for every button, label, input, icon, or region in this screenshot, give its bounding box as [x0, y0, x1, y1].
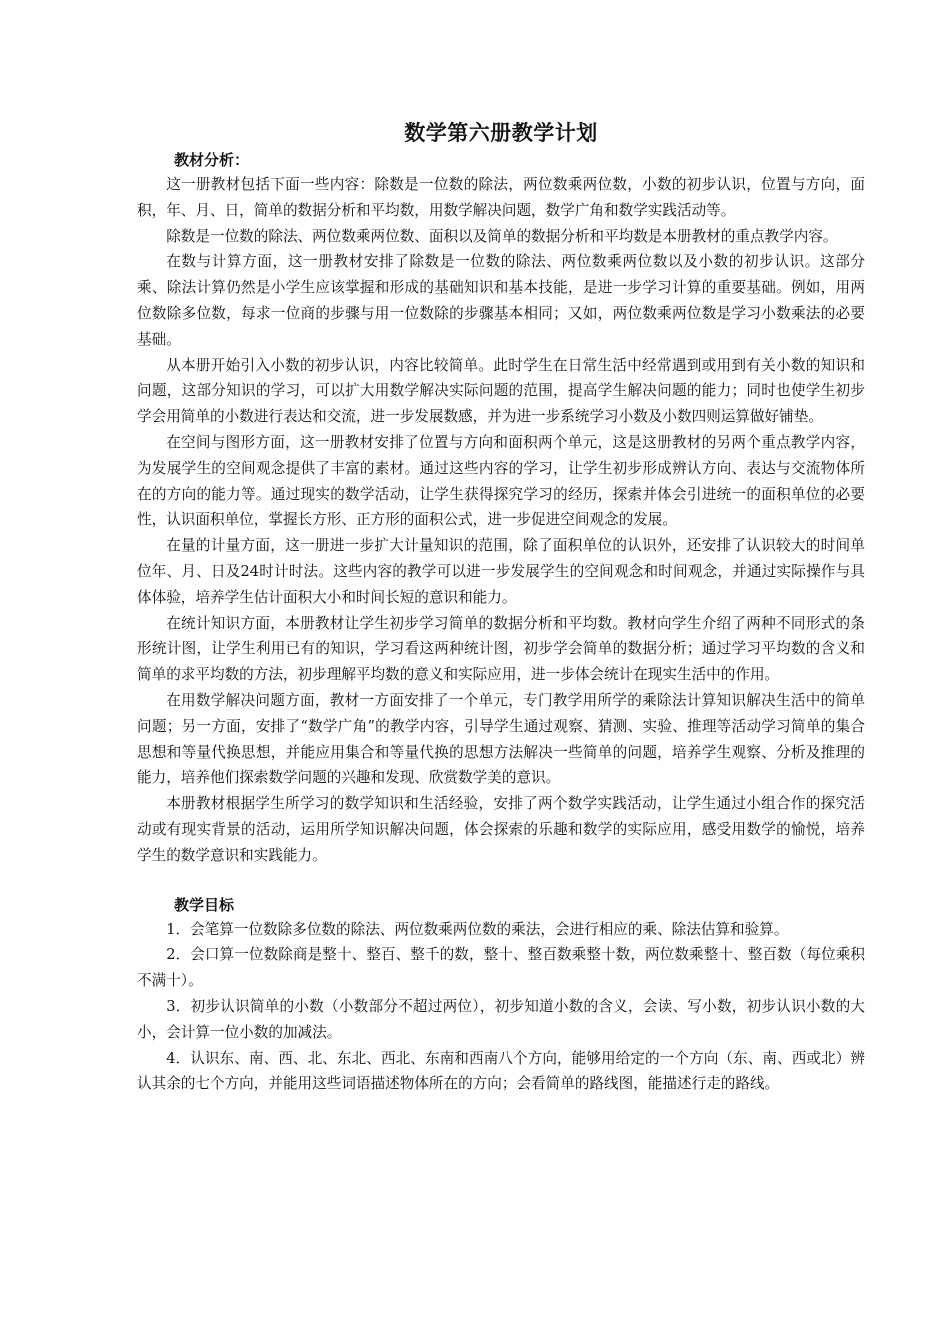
goal-item: 3．初步认识简单的小数（小数部分不超过两位），初步知道小数的含义，会读、写小数，初步认识小数的大小，会计算一位小数的加减法。 [137, 997, 865, 1041]
paragraph: 在空间与图形方面，这一册教材安排了位置与方向和面积两个单元，这是这册教材的另两个重点教学内容，为发展学生的空间观念提供了丰富的素材。通过这些内容的学习，让学生初步形成辨认方向、表达与交流物体所在的方向的能力等。通过现实的数学活动，让学生获得探究学习的经历，探索并体会引进统一的面积单位的必要性，认识面积单位，掌握长方形、正方形的面积公式，进一步促进空间观念的发展。 [137, 433, 865, 529]
section-teaching-goals [137, 893, 865, 1098]
paragraph: 在用数学解决问题方面，教材一方面安排了一个单元，专门教学用所学的乘除法计算知识解决生活中的简单问题；另一方面，安排了“数学广角”的教学内容，引导学生通过观察、猜测、实验、推理等活动学习简单的集合思想和等量代换思想，并能应用集合和等量代换的思想方法解决一些简单的问题，培养学生观察、分析及推理的能力，培养他们探索数学问题的兴趣和发现、欣赏数学美的意识。 [137, 691, 865, 787]
section-spacer [137, 869, 865, 893]
paragraph: 除数是一位数的除法、两位数乘两位数、面积以及简单的数据分析和平均数是本册教材的重点教学内容。 [166, 227, 838, 245]
document-page [137, 118, 865, 1097]
paragraph: 在量的计量方面，这一册进一步扩大计量知识的范围，除了面积单位的认识外，还安排了认识较大的时间单位年、月、日及24时计时法。这些内容的教学可以进一步发展学生的空间观念和时间观念，并通过实际操作与具体体验，培养学生估计面积大小和时间长短的意识和能力。 [137, 537, 865, 606]
section-heading-teaching-goals: 教学目标 [174, 895, 235, 914]
goal-item: 1．会笔算一位数除多位数的除法、两位数乘两位数的乘法，会进行相应的乘、除法估算和验算。 [166, 920, 789, 938]
paragraph: 在统计知识方面，本册教材让学生初步学习简单的数据分析和平均数。教材向学生介绍了两种不同形式的条形统计图，让学生利用已有的知识，学习看这两种统计图，初步学会简单的数据分析；通过学习平均数的含义和简单的求平均数的方法，初步理解平均数的意义和实际应用，进一步体会统计在现实生活中的作用。 [137, 614, 865, 684]
goal-item: 2．会口算一位数除商是整十、整百、整千的数，整十、整百数乘整十数，两位数乘整十、整百数（每位乘积不满十）。 [137, 946, 865, 990]
document-title: 数学第六册教学计划 [404, 120, 598, 145]
section-material-analysis [137, 148, 865, 869]
paragraph: 这一册教材包括下面一些内容：除数是一位数的除法，两位数乘两位数，小数的初步认识，位置与方向，面积，年、月、日，简单的数据分析和平均数，用数学解决问题，数学广角和数学实践活动等。 [137, 176, 865, 219]
paragraph: 从本册开始引入小数的初步认识，内容比较简单。此时学生在日常生活中经常遇到或用到有关小数的知识和问题，这部分知识的学习，可以扩大用数学解决实际问题的范围，提高学生解决问题的能力；同时也使学生初步学会用简单的小数进行表达和交流，进一步发展数感，并为进一步系统学习小数及小数四则运算做好铺垫。 [137, 356, 865, 426]
section-heading-material-analysis: 教材分析： [174, 151, 250, 169]
goal-item: 4．认识东、南、西、北、东北、西北、东南和西南八个方向，能够用给定的一个方向（东、南、西或北）辨认其余的七个方向，并能用这些词语描述物体所在的方向；会看简单的路线图，能描述行走的路线。 [137, 1049, 865, 1093]
paragraph: 本册教材根据学生所学习的数学知识和生活经验，安排了两个数学实践活动，让学生通过小组合作的探究活动或有现实背景的活动，运用所学知识解决问题，体会探索的乐趣和数学的实际应用，感受用数学的愉悦，培养学生的数学意识和实践能力。 [137, 795, 865, 864]
paragraph: 在数与计算方面，这一册教材安排了除数是一位数的除法、两位数乘两位数以及小数的初步认识。这部分乘、除法计算仍然是小学生应该掌握和形成的基础知识和基本技能，是进一步学习计算的重要基础。例如，用两位数除多位数，每求一位商的步骤与用一位数除的步骤基本相同；又如，两位数乘两位数是学习小数乘法的必要基础。 [137, 253, 865, 348]
